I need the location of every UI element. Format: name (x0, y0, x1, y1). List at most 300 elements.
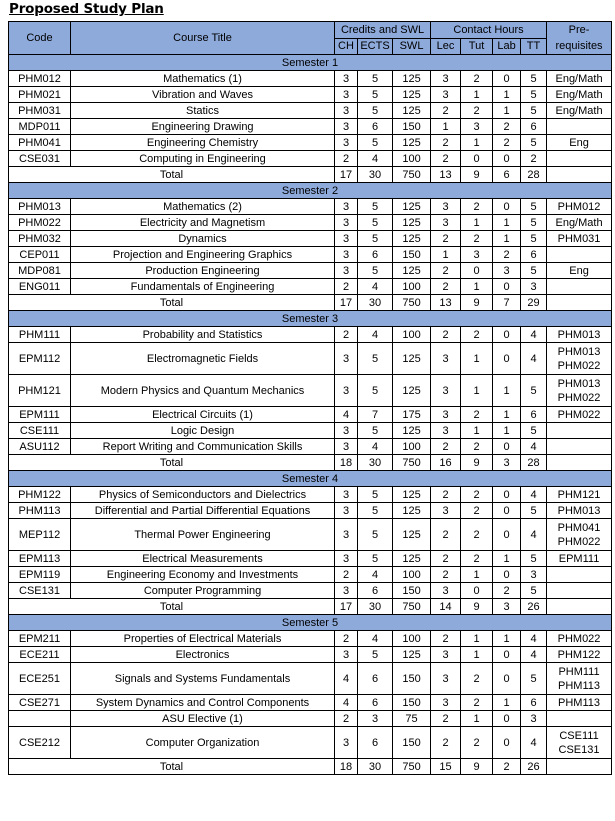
course-lec: 2 (431, 631, 461, 647)
header-lab: Lab (493, 38, 521, 55)
course-ects: 5 (358, 103, 393, 119)
total-ch: 17 (335, 295, 358, 311)
course-ects: 6 (358, 663, 393, 695)
course-ch: 3 (335, 231, 358, 247)
course-tt: 5 (521, 231, 547, 247)
course-lec: 2 (431, 263, 461, 279)
prerequisite-code: PHM111 (558, 665, 600, 678)
course-tut: 0 (461, 263, 493, 279)
prerequisite-code: Eng/Math (555, 72, 603, 85)
course-prerequisites (547, 439, 612, 455)
course-prerequisites (547, 327, 612, 343)
course-ects: 5 (358, 519, 393, 551)
course-ch: 2 (335, 711, 358, 727)
course-lab: 2 (493, 247, 521, 263)
course-ects: 5 (358, 487, 393, 503)
course-lec: 3 (431, 375, 461, 407)
course-code: MDP011 (9, 119, 71, 135)
course-ch: 3 (335, 551, 358, 567)
course-prerequisites (547, 151, 612, 167)
semester-total-row (9, 759, 612, 775)
course-ects: 5 (358, 71, 393, 87)
course-lab: 0 (493, 279, 521, 295)
course-tt: 5 (521, 87, 547, 103)
course-ects: 4 (358, 279, 393, 295)
prerequisite-code: Eng/Math (555, 104, 603, 117)
course-title: Mathematics (2) (71, 199, 335, 215)
course-ch: 3 (335, 71, 358, 87)
course-ch: 3 (335, 647, 358, 663)
total-label: Total (9, 455, 335, 471)
prerequisite-code: PHM013 (557, 504, 601, 517)
course-ch: 3 (335, 135, 358, 151)
total-tt: 26 (521, 759, 547, 775)
course-tut: 1 (461, 423, 493, 439)
course-prerequisites (547, 647, 612, 663)
total-prerequisites-empty (547, 455, 612, 471)
course-row (9, 375, 612, 407)
total-prerequisites-empty (547, 295, 612, 311)
course-swl: 125 (393, 423, 431, 439)
course-prerequisites (547, 503, 612, 519)
course-swl: 150 (393, 663, 431, 695)
course-code: PHM012 (9, 71, 71, 87)
course-tt: 6 (521, 119, 547, 135)
course-title: Electricity and Magnetism (71, 215, 335, 231)
course-tut: 1 (461, 375, 493, 407)
course-swl: 150 (393, 247, 431, 263)
course-lec: 1 (431, 247, 461, 263)
course-lec: 2 (431, 439, 461, 455)
course-lab: 1 (493, 407, 521, 423)
header-prerequisites (547, 22, 612, 55)
course-tt: 4 (521, 343, 547, 375)
course-ects: 4 (358, 439, 393, 455)
course-swl: 100 (393, 327, 431, 343)
course-code: ECE211 (9, 647, 71, 663)
course-lab: 1 (493, 103, 521, 119)
course-tut: 1 (461, 279, 493, 295)
semester-header-row (9, 55, 612, 71)
course-ch: 3 (335, 487, 358, 503)
course-code: CSE111 (9, 423, 71, 439)
course-tut: 2 (461, 407, 493, 423)
total-tt: 29 (521, 295, 547, 311)
course-lec: 3 (431, 423, 461, 439)
prerequisite-code: PHM012 (557, 200, 601, 213)
course-prerequisites (547, 263, 612, 279)
course-row (9, 263, 612, 279)
course-title: Electromagnetic Fields (71, 343, 335, 375)
total-lab: 2 (493, 759, 521, 775)
course-lec: 3 (431, 663, 461, 695)
course-lab: 0 (493, 199, 521, 215)
course-code: CEP011 (9, 247, 71, 263)
course-lab: 0 (493, 71, 521, 87)
course-code: CSE212 (9, 727, 71, 759)
course-title: ASU Elective (1) (71, 711, 335, 727)
course-title: Mathematics (1) (71, 71, 335, 87)
total-lec: 16 (431, 455, 461, 471)
prerequisite-code: Eng/Math (555, 88, 603, 101)
course-title: Computing in Engineering (71, 151, 335, 167)
course-row (9, 583, 612, 599)
header-contact-group: Contact Hours (431, 22, 547, 39)
course-code: CSE031 (9, 151, 71, 167)
course-tut: 3 (461, 247, 493, 263)
course-prerequisites (547, 663, 612, 695)
course-prerequisites (547, 87, 612, 103)
prerequisite-code: PHM121 (557, 488, 601, 501)
course-lec: 3 (431, 695, 461, 711)
course-lec: 3 (431, 215, 461, 231)
course-tut: 2 (461, 727, 493, 759)
course-prerequisites (547, 519, 612, 551)
course-ch: 3 (335, 727, 358, 759)
course-row (9, 231, 612, 247)
course-code: PHM121 (9, 375, 71, 407)
course-code: CSE271 (9, 695, 71, 711)
course-tt: 4 (521, 647, 547, 663)
course-row (9, 407, 612, 423)
header-code: Code (9, 22, 71, 55)
course-ects: 4 (358, 567, 393, 583)
prerequisite-code: Eng (569, 264, 589, 277)
course-prerequisites (547, 71, 612, 87)
total-lab: 6 (493, 167, 521, 183)
prerequisite-code: PHM122 (557, 648, 601, 661)
course-title: Differential and Partial Differential Equations (71, 503, 335, 519)
course-swl: 125 (393, 647, 431, 663)
course-code: ASU112 (9, 439, 71, 455)
course-ects: 5 (358, 263, 393, 279)
course-code: ENG011 (9, 279, 71, 295)
course-prerequisites (547, 279, 612, 295)
course-tt: 6 (521, 247, 547, 263)
course-code (9, 711, 71, 727)
total-ects: 30 (358, 455, 393, 471)
course-swl: 100 (393, 279, 431, 295)
course-prerequisites (547, 407, 612, 423)
total-tut: 9 (461, 295, 493, 311)
course-lab: 1 (493, 231, 521, 247)
course-row (9, 423, 612, 439)
course-swl: 125 (393, 87, 431, 103)
course-tt: 4 (521, 327, 547, 343)
course-swl: 125 (393, 71, 431, 87)
course-title: Probability and Statistics (71, 327, 335, 343)
course-prerequisites (547, 487, 612, 503)
semester-name: Semester 3 (9, 311, 612, 327)
course-lec: 2 (431, 327, 461, 343)
course-ects: 5 (358, 135, 393, 151)
header-prereq-line2: requisites (555, 40, 603, 52)
course-prerequisites (547, 567, 612, 583)
course-prerequisites (547, 711, 612, 727)
course-lab: 3 (493, 263, 521, 279)
total-ects: 30 (358, 759, 393, 775)
course-ch: 3 (335, 87, 358, 103)
total-ects: 30 (358, 167, 393, 183)
course-row (9, 215, 612, 231)
course-ch: 3 (335, 119, 358, 135)
course-ects: 6 (358, 247, 393, 263)
total-label: Total (9, 759, 335, 775)
course-title: Electrical Measurements (71, 551, 335, 567)
course-row (9, 87, 612, 103)
course-title: Thermal Power Engineering (71, 519, 335, 551)
prerequisite-code: CSE111 (559, 729, 599, 742)
course-swl: 175 (393, 407, 431, 423)
course-row (9, 503, 612, 519)
course-lab: 1 (493, 215, 521, 231)
course-ects: 5 (358, 551, 393, 567)
course-ects: 5 (358, 343, 393, 375)
course-lab: 1 (493, 375, 521, 407)
course-swl: 100 (393, 631, 431, 647)
course-swl: 100 (393, 567, 431, 583)
course-row (9, 247, 612, 263)
course-swl: 100 (393, 151, 431, 167)
course-prerequisites (547, 199, 612, 215)
total-prerequisites-empty (547, 759, 612, 775)
header-course-title: Course Title (71, 22, 335, 55)
course-prerequisites (547, 135, 612, 151)
total-tut: 9 (461, 599, 493, 615)
course-lab: 0 (493, 711, 521, 727)
course-ects: 5 (358, 503, 393, 519)
course-title: Statics (71, 103, 335, 119)
prerequisite-code: PHM013 (557, 345, 601, 358)
course-tut: 2 (461, 103, 493, 119)
total-prerequisites-empty (547, 167, 612, 183)
course-tut: 1 (461, 647, 493, 663)
total-lab: 3 (493, 599, 521, 615)
course-lec: 2 (431, 727, 461, 759)
course-lec: 3 (431, 71, 461, 87)
course-row (9, 119, 612, 135)
course-ects: 5 (358, 215, 393, 231)
course-swl: 125 (393, 135, 431, 151)
course-swl: 125 (393, 103, 431, 119)
course-ch: 2 (335, 279, 358, 295)
course-ch: 2 (335, 327, 358, 343)
course-tt: 5 (521, 375, 547, 407)
course-row (9, 327, 612, 343)
course-code: PHM032 (9, 231, 71, 247)
total-ects: 30 (358, 295, 393, 311)
course-lec: 2 (431, 551, 461, 567)
course-ch: 3 (335, 375, 358, 407)
course-lec: 3 (431, 199, 461, 215)
course-ch: 4 (335, 695, 358, 711)
course-ch: 4 (335, 407, 358, 423)
prerequisite-code: PHM113 (558, 696, 601, 709)
course-tt: 5 (521, 583, 547, 599)
total-tut: 9 (461, 759, 493, 775)
course-tt: 3 (521, 279, 547, 295)
course-code: PHM021 (9, 87, 71, 103)
course-title: Logic Design (71, 423, 335, 439)
course-code: MDP081 (9, 263, 71, 279)
course-title: Dynamics (71, 231, 335, 247)
prerequisite-code: EPM111 (558, 552, 600, 565)
course-row (9, 567, 612, 583)
course-ch: 3 (335, 503, 358, 519)
semester-total-row (9, 295, 612, 311)
course-title: Physics of Semiconductors and Dielectrics (71, 487, 335, 503)
course-code: PHM031 (9, 103, 71, 119)
course-prerequisites (547, 231, 612, 247)
course-tt: 4 (521, 487, 547, 503)
course-title: Production Engineering (71, 263, 335, 279)
course-tut: 0 (461, 151, 493, 167)
course-swl: 125 (393, 519, 431, 551)
total-swl: 750 (393, 599, 431, 615)
course-ects: 6 (358, 119, 393, 135)
course-row (9, 663, 612, 695)
semester-header-row (9, 183, 612, 199)
course-tut: 2 (461, 327, 493, 343)
semester-name: Semester 2 (9, 183, 612, 199)
course-tut: 2 (461, 663, 493, 695)
prerequisite-code: PHM022 (557, 359, 601, 372)
course-ch: 3 (335, 263, 358, 279)
total-swl: 750 (393, 167, 431, 183)
course-tt: 4 (521, 439, 547, 455)
course-ch: 3 (335, 199, 358, 215)
course-tut: 2 (461, 487, 493, 503)
course-code: MEP112 (9, 519, 71, 551)
course-lec: 3 (431, 87, 461, 103)
course-row (9, 343, 612, 375)
course-row (9, 727, 612, 759)
course-ects: 5 (358, 423, 393, 439)
course-prerequisites (547, 247, 612, 263)
course-tut: 1 (461, 343, 493, 375)
course-tt: 6 (521, 407, 547, 423)
course-code: CSE131 (9, 583, 71, 599)
course-title: Computer Programming (71, 583, 335, 599)
course-ch: 3 (335, 583, 358, 599)
course-title: System Dynamics and Control Components (71, 695, 335, 711)
course-row (9, 103, 612, 119)
prerequisite-code: Eng (569, 136, 589, 149)
total-ects: 30 (358, 599, 393, 615)
course-tut: 1 (461, 135, 493, 151)
course-tut: 2 (461, 199, 493, 215)
semester-total-row (9, 167, 612, 183)
course-tut: 2 (461, 503, 493, 519)
course-lab: 0 (493, 343, 521, 375)
course-code: EPM113 (9, 551, 71, 567)
course-lab: 1 (493, 631, 521, 647)
course-swl: 75 (393, 711, 431, 727)
course-title: Electrical Circuits (1) (71, 407, 335, 423)
course-lab: 0 (493, 727, 521, 759)
course-code: ECE251 (9, 663, 71, 695)
course-row (9, 71, 612, 87)
course-swl: 125 (393, 551, 431, 567)
course-ects: 4 (358, 327, 393, 343)
prerequisite-code: PHM013 (557, 377, 601, 390)
course-lab: 0 (493, 439, 521, 455)
semester-header-row (9, 471, 612, 487)
course-prerequisites (547, 551, 612, 567)
course-title: Engineering Drawing (71, 119, 335, 135)
course-tt: 5 (521, 215, 547, 231)
course-swl: 150 (393, 727, 431, 759)
course-ch: 4 (335, 663, 358, 695)
course-ects: 5 (358, 647, 393, 663)
course-tt: 5 (521, 503, 547, 519)
total-swl: 750 (393, 295, 431, 311)
course-title: Vibration and Waves (71, 87, 335, 103)
course-row (9, 711, 612, 727)
course-lab: 0 (493, 151, 521, 167)
prerequisite-code: PHM022 (557, 535, 601, 548)
total-swl: 750 (393, 759, 431, 775)
total-ch: 17 (335, 599, 358, 615)
course-prerequisites (547, 119, 612, 135)
course-prerequisites (547, 423, 612, 439)
header-prereq-line1: Pre- (568, 24, 590, 36)
prerequisite-code: PHM113 (558, 679, 601, 692)
course-lab: 1 (493, 551, 521, 567)
course-ch: 2 (335, 151, 358, 167)
course-lec: 2 (431, 487, 461, 503)
course-prerequisites (547, 103, 612, 119)
course-tt: 6 (521, 695, 547, 711)
course-swl: 125 (393, 231, 431, 247)
course-title: Electronics (71, 647, 335, 663)
total-lec: 14 (431, 599, 461, 615)
course-title: Signals and Systems Fundamentals (71, 663, 335, 695)
course-title: Fundamentals of Engineering (71, 279, 335, 295)
course-ch: 3 (335, 103, 358, 119)
course-swl: 125 (393, 343, 431, 375)
course-row (9, 135, 612, 151)
course-code: EPM112 (9, 343, 71, 375)
course-ects: 6 (358, 727, 393, 759)
prerequisite-code: PHM041 (557, 521, 601, 534)
course-code: PHM122 (9, 487, 71, 503)
header-tut: Tut (461, 38, 493, 55)
course-tt: 5 (521, 103, 547, 119)
course-row (9, 631, 612, 647)
course-tt: 5 (521, 551, 547, 567)
semester-total-row (9, 599, 612, 615)
prerequisite-code: PHM013 (557, 328, 601, 341)
course-row (9, 151, 612, 167)
course-tut: 3 (461, 119, 493, 135)
course-lec: 2 (431, 151, 461, 167)
course-swl: 150 (393, 583, 431, 599)
course-tt: 5 (521, 135, 547, 151)
course-lab: 0 (493, 503, 521, 519)
header-swl: SWL (393, 38, 431, 55)
course-lec: 2 (431, 231, 461, 247)
course-code: EPM211 (9, 631, 71, 647)
course-tut: 2 (461, 551, 493, 567)
course-title: Report Writing and Communication Skills (71, 439, 335, 455)
prerequisite-code: PHM022 (557, 632, 601, 645)
course-tt: 5 (521, 199, 547, 215)
course-lec: 2 (431, 711, 461, 727)
course-ch: 3 (335, 343, 358, 375)
course-prerequisites (547, 631, 612, 647)
course-lab: 0 (493, 647, 521, 663)
